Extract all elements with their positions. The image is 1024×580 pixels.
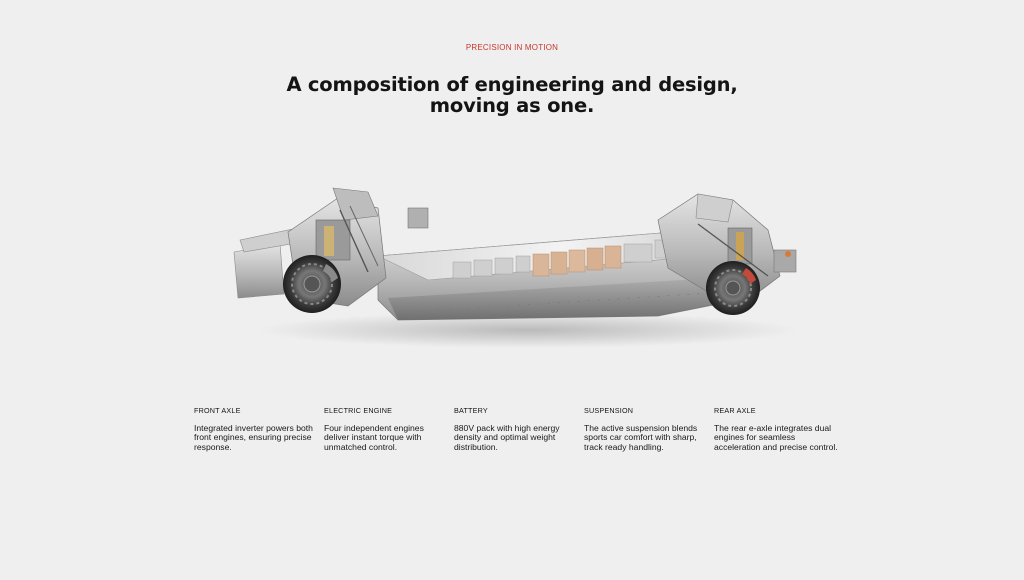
- feature-title: FRONT AXLE: [194, 406, 241, 415]
- feature-title: SUSPENSION: [584, 406, 634, 415]
- feature-list: [194, 406, 854, 486]
- section-eyebrow: PRECISION IN MOTION: [465, 43, 559, 52]
- feature-title: REAR AXLE: [714, 406, 756, 415]
- feature-description: Four independent engines deliver instant torque with unmatched control.: [324, 423, 424, 452]
- feature-front-axle: [194, 406, 319, 452]
- feature-description: The active suspension blends sports car comfort with sharp, track ready handling.: [584, 423, 698, 452]
- section-headline: [0, 74, 1024, 116]
- feature-rear-axle: [714, 406, 839, 452]
- feature-title: ELECTRIC ENGINE: [324, 406, 393, 415]
- headline-line-1: A composition of engineering and design,: [286, 73, 738, 96]
- feature-battery: [454, 406, 579, 452]
- feature-title: BATTERY: [454, 406, 488, 415]
- feature-description: Integrated inverter powers both front engines, ensuring precise response.: [194, 423, 313, 452]
- feature-suspension: [584, 406, 709, 452]
- feature-description: The rear e-axle integrates dual engines for seamless acceleration and precise control.: [714, 423, 838, 452]
- vehicle-chassis-image: [228, 180, 808, 350]
- headline-line-2: moving as one.: [429, 94, 595, 117]
- feature-electric-engine: [324, 406, 449, 452]
- feature-description: 880V pack with high energy density and optimal weight distribution.: [454, 423, 560, 452]
